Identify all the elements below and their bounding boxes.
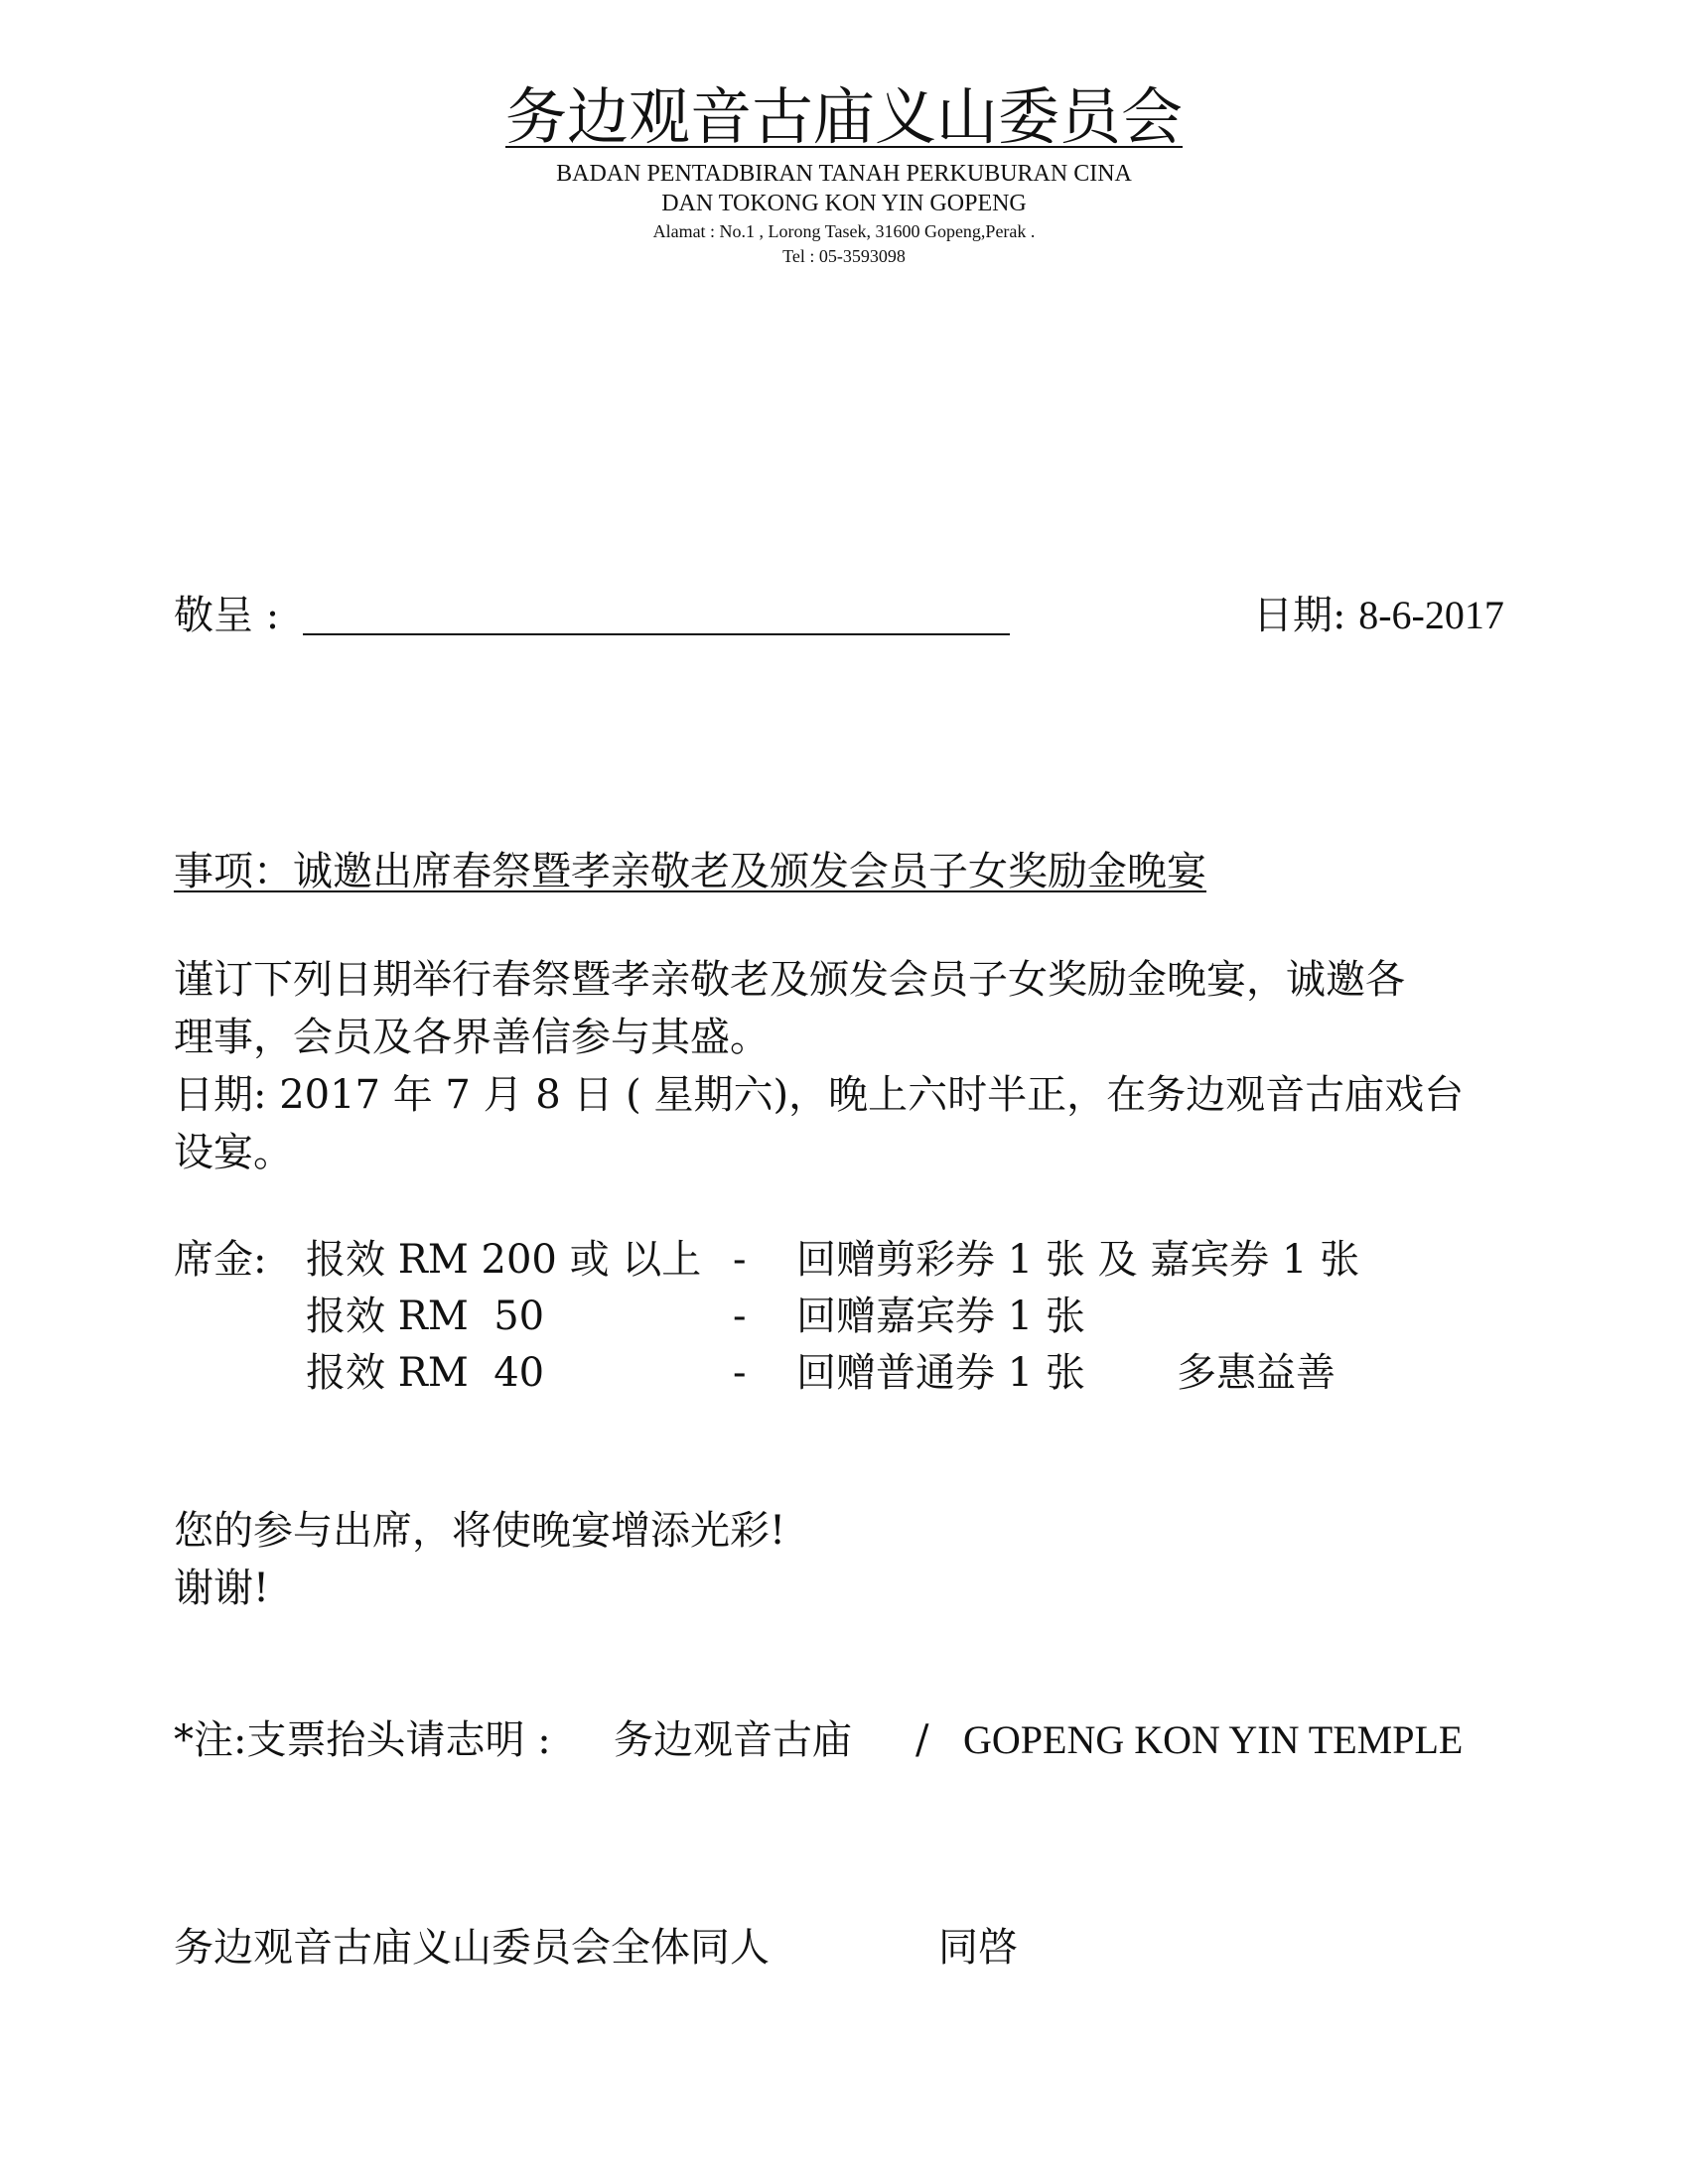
fee-dash: -	[733, 1294, 747, 1339]
date-value: 8-6-2017	[1358, 593, 1504, 637]
fee-extra-note: 多惠益善	[1177, 1350, 1336, 1396]
cheque-payee-separator: /	[915, 1717, 929, 1763]
recipient-label: 敬呈 :	[174, 593, 280, 638]
fee-gift: 回赠剪彩券 1 张 及 嘉宾券 1 张	[796, 1237, 1360, 1283]
cheque-payee-en: GOPENG KON YIN TEMPLE	[963, 1717, 1464, 1762]
body-line-3: 日期: 2017 年 7 月 8 日 ( 星期六)，晚上六时半正，在务边观音古庙戏台	[174, 1072, 1465, 1118]
fee-gift: 回赠嘉宾券 1 张	[796, 1294, 1085, 1339]
recipient-blank-line	[303, 633, 1010, 635]
body-line-1: 谨订下列日期举行春祭暨孝亲敬老及颁发会员子女奖励金晚宴，诚邀各	[174, 957, 1405, 1003]
body-line-4: 设宴。	[174, 1130, 293, 1175]
date-label: 日期:	[1253, 593, 1346, 638]
letterhead-tel: Tel : 05-3593098	[782, 246, 906, 266]
body-line-2: 理事，会员及各界善信参与其盛。	[174, 1015, 770, 1060]
cheque-payee-cn: 务边观音古庙	[614, 1717, 852, 1763]
fee-label: 席金:	[174, 1237, 267, 1283]
signature-closing: 同啓	[938, 1925, 1018, 1971]
fee-dash: -	[733, 1350, 747, 1396]
letterhead-malay-line-2: DAN TOKONG KON YIN GOPENG	[661, 191, 1027, 216]
letterhead-address: Alamat : No.1 , Lorong Tasek, 31600 Gopeng,Perak .	[652, 221, 1036, 241]
closing-line-1: 您的参与出席，将使晚宴增添光彩!	[174, 1508, 786, 1554]
cheque-note-label: *注:支票抬头请志明 :	[174, 1717, 551, 1763]
fee-dash: -	[733, 1237, 747, 1283]
letterhead-malay-line-1: BADAN PENTADBIRAN TANAH PERKUBURAN CINA	[556, 161, 1132, 187]
closing-line-2: 谢谢!	[174, 1566, 270, 1611]
fee-amount: 报效 RM 200 或 以上	[306, 1237, 702, 1283]
fee-gift: 回赠普通券 1 张	[796, 1350, 1085, 1396]
fee-amount: 报效 RM 40	[306, 1350, 545, 1396]
signature-org: 务边观音古庙义山委员会全体同人	[174, 1925, 770, 1971]
letter-date	[1253, 591, 1504, 640]
fee-amount: 报效 RM 50	[306, 1294, 545, 1339]
letterhead-title: 务边观音古庙义山委员会	[504, 80, 1183, 153]
subject-heading: 事项：诚邀出席春祭暨孝亲敬老及颁发会员子女奖励金晚宴	[174, 849, 1206, 894]
